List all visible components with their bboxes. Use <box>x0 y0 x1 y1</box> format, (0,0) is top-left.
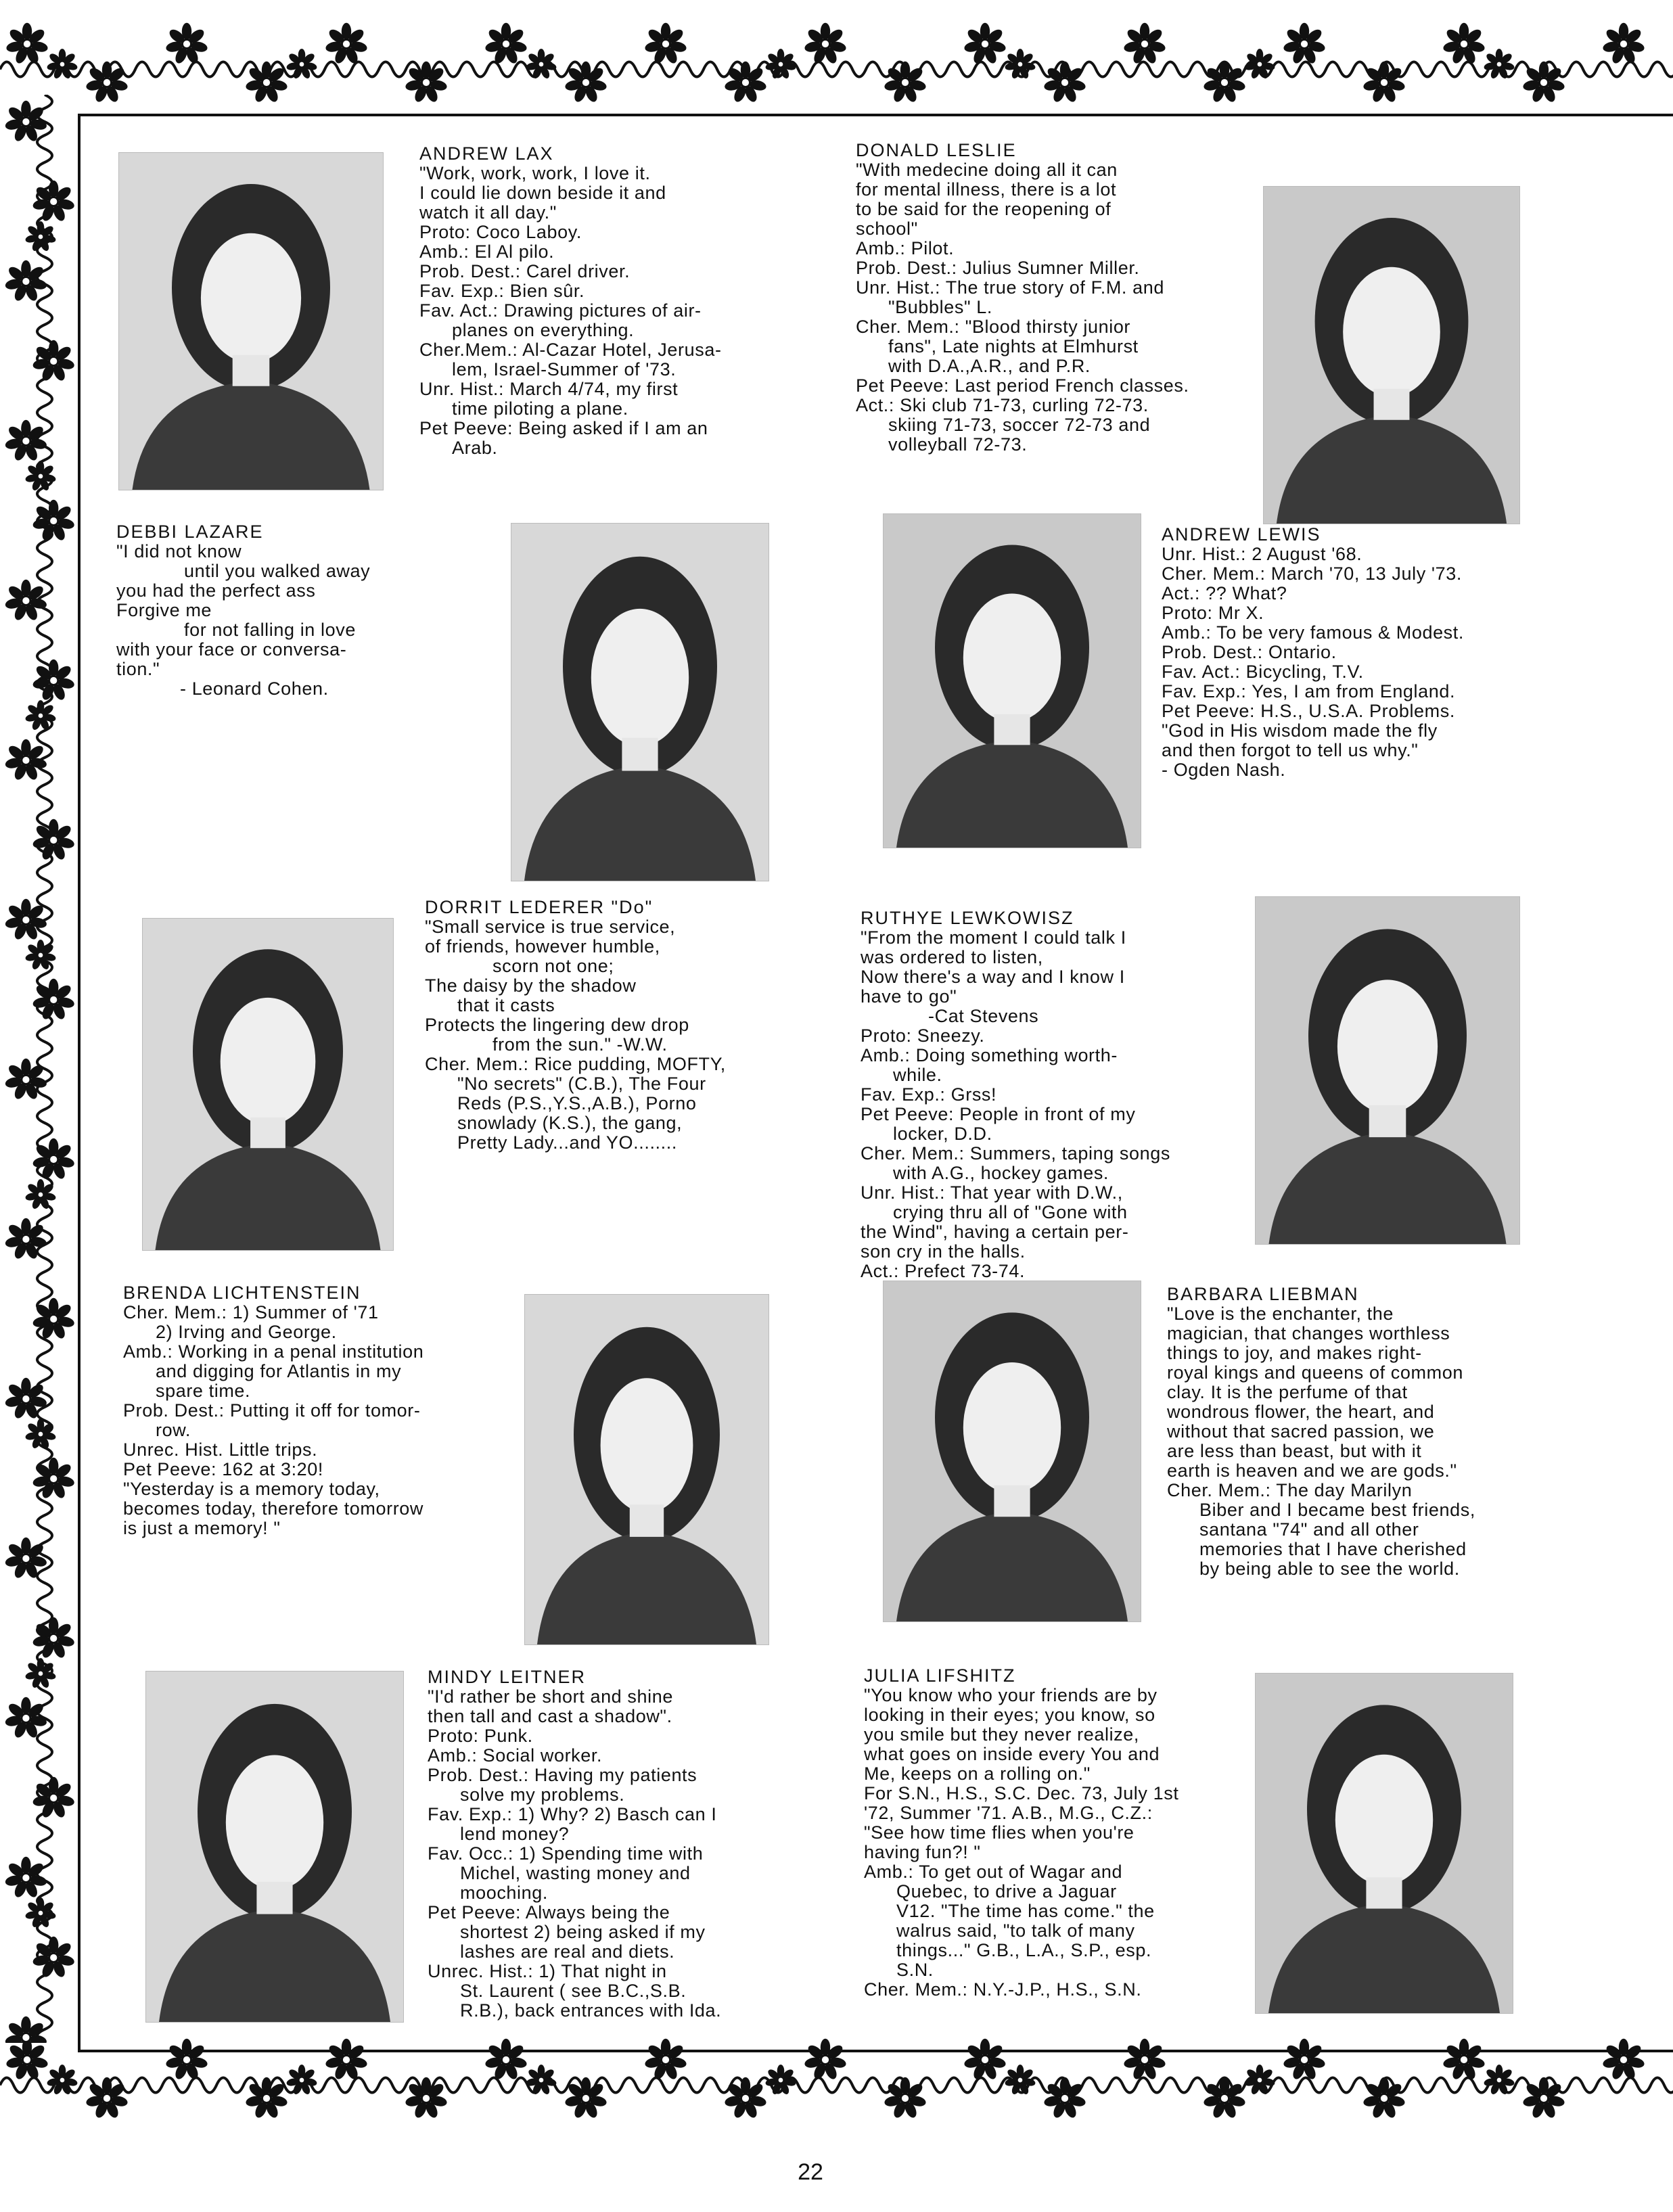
student-name: DONALD LESLIE <box>856 140 1017 160</box>
bio-line: Proto: Coco Laboy. <box>419 222 582 242</box>
daisy-ornament <box>1602 23 1645 65</box>
bio-line: you smile but they never realize, <box>864 1724 1139 1745</box>
bio-line: are less than beast, but with it <box>1167 1441 1422 1461</box>
bio-line: Fav. Exp.: Bien sûr. <box>419 281 585 301</box>
bio-line: Pet Peeve: People in front of my <box>861 1104 1136 1124</box>
portrait-photo-andrew-lewis <box>883 513 1141 848</box>
bio-line: for mental illness, there is a lot <box>856 179 1117 200</box>
student-name: RUTHYE LEWKOWISZ <box>861 908 1074 928</box>
bio-line: Forgive me <box>116 600 212 620</box>
bio-line: "With medecine doing all it can <box>856 160 1118 180</box>
bio-line: Proto: Punk. <box>428 1726 533 1746</box>
daisy-ornament <box>804 23 847 65</box>
bio-line: "No secrets" (C.B.), The Four <box>457 1074 706 1094</box>
bio-line: lashes are real and diets. <box>460 1941 675 1962</box>
bio-line: V12. "The time has come." the <box>896 1901 1155 1921</box>
bio-line: lem, Israel-Summer of '73. <box>452 359 677 379</box>
daisy-ornament <box>564 62 608 103</box>
top-daisy-border <box>0 14 1673 115</box>
daisy-ornament <box>4 580 47 622</box>
bio-line: Pretty Lady...and YO........ <box>457 1132 677 1153</box>
bottom-daisy-border <box>0 2029 1673 2131</box>
daisy-ornament <box>245 2077 288 2119</box>
bio-andrew-lax <box>419 144 798 458</box>
bio-line: Quebec, to drive a Jaguar <box>896 1881 1117 1902</box>
bio-line: with D.A.,A.R., and P.R. <box>888 356 1091 376</box>
bio-line: R.B.), back entrances with Ida. <box>460 2000 722 2021</box>
daisy-ornament <box>564 2077 608 2119</box>
daisy-ornament <box>4 2017 47 2043</box>
bio-line: "Bubbles" L. <box>888 297 992 317</box>
bio-line: "I'd rather be short and shine <box>428 1686 673 1707</box>
bio-line: Cher. Mem.: N.Y.-J.P., H.S., S.N. <box>864 1979 1142 2000</box>
daisy-ornament <box>165 2039 208 2081</box>
bio-line: scorn not one; <box>492 956 614 976</box>
portrait-photo-debbi-lazare <box>511 523 769 881</box>
daisy-ornament <box>1203 2077 1246 2119</box>
portrait-photo-mindy-leitner <box>145 1671 404 2023</box>
student-name: MINDY LEITNER <box>428 1667 587 1687</box>
bio-line: having fun?! " <box>864 1842 981 1862</box>
bio-line: Unrec. Hist. Little trips. <box>123 1439 318 1460</box>
daisy-ornament <box>25 461 57 492</box>
bio-line: Amb.: To be very famous & Modest. <box>1162 622 1464 643</box>
bio-line: fans", Late nights at Elmhurst <box>888 336 1139 356</box>
bio-donald-leslie <box>856 141 1248 455</box>
bio-line: things..." G.B., L.A., S.P., esp. <box>896 1940 1152 1960</box>
bio-line: then tall and cast a shadow". <box>428 1706 672 1726</box>
bio-debbi-lazare <box>116 522 495 699</box>
bio-line: Prob. Dest.: Julius Sumner Miller. <box>856 258 1140 278</box>
bio-barbara-liebman <box>1167 1285 1546 1579</box>
bio-mindy-leitner <box>428 1667 806 2021</box>
portrait-photo-ruthye-lewkowisz <box>1255 896 1520 1245</box>
bio-line: - Ogden Nash. <box>1162 760 1286 780</box>
daisy-ornament <box>32 500 75 542</box>
bio-dorrit-lederer <box>425 898 804 1153</box>
bio-line: Unrec. Hist.: 1) That night in <box>428 1961 667 1981</box>
bio-line: becomes today, therefore tomorrow <box>123 1498 423 1519</box>
daisy-ornament <box>286 2065 318 2096</box>
daisy-ornament <box>1244 49 1276 80</box>
daisy-ornament <box>325 23 368 65</box>
daisy-ornament <box>1043 2077 1086 2119</box>
bio-line: Cher. Mem.: "Blood thirsty junior <box>856 317 1131 337</box>
daisy-ornament <box>1123 2039 1166 2081</box>
bio-line: spare time. <box>156 1381 251 1401</box>
daisy-ornament <box>245 62 288 103</box>
bio-line: For S.N., H.S., S.C. Dec. 73, July 1st <box>864 1783 1179 1803</box>
bio-line: for not falling in love <box>184 620 356 640</box>
bio-line: until you walked away <box>184 561 371 581</box>
bio-line: Prob. Dest.: Putting it off for tomor- <box>123 1400 421 1421</box>
portrait-photo-donald-leslie <box>1263 186 1520 524</box>
bio-line: "See how time flies when you're <box>864 1822 1135 1843</box>
bio-line: "Love is the enchanter, the <box>1167 1304 1394 1324</box>
daisy-ornament <box>1442 2039 1486 2081</box>
bio-line: of friends, however humble, <box>425 936 660 957</box>
bio-line: row. <box>156 1420 191 1440</box>
portrait-photo-brenda-lichtenstein <box>524 1294 769 1645</box>
daisy-ornament <box>32 181 75 223</box>
bio-line: skiing 71-73, soccer 72-73 and <box>888 415 1151 435</box>
portrait-photo-julia-lifshitz <box>1255 1673 1513 2014</box>
bio-line: "Work, work, work, I love it. <box>419 163 651 183</box>
bio-line: "Yesterday is a memory today, <box>123 1479 380 1499</box>
daisy-ornament <box>484 23 528 65</box>
daisy-ornament <box>1602 2039 1645 2081</box>
bio-line: you had the perfect ass <box>116 580 316 601</box>
daisy-ornament <box>5 2039 49 2081</box>
daisy-ornament <box>325 2039 368 2081</box>
daisy-ornament <box>1123 23 1166 65</box>
bio-line: "God in His wisdom made the fly <box>1162 720 1438 741</box>
daisy-ornament <box>4 739 47 781</box>
student-name: BARBARA LIEBMAN <box>1167 1284 1359 1304</box>
bio-line: Prob. Dest.: Carel driver. <box>419 261 631 281</box>
portrait-photo-barbara-liebman <box>883 1281 1141 1622</box>
bio-andrew-lewis <box>1162 525 1540 780</box>
bio-line: the Wind", having a certain per- <box>861 1222 1129 1242</box>
bio-line: Prob. Dest.: Ontario. <box>1162 642 1337 662</box>
bio-line: Fav. Act.: Drawing pictures of air- <box>419 300 702 321</box>
bio-line: santana "74" and all other <box>1199 1519 1419 1540</box>
bio-line: watch it all day." <box>419 202 557 223</box>
frame-line-left <box>78 114 81 2052</box>
daisy-ornament <box>4 1378 47 1420</box>
daisy-ornament <box>963 23 1007 65</box>
daisy-ornament <box>1283 2039 1326 2081</box>
daisy-ornament <box>804 2039 847 2081</box>
bio-line: magician, that changes worthless <box>1167 1323 1450 1343</box>
bio-line: Fav. Exp.: 1) Why? 2) Basch can I <box>428 1804 717 1824</box>
bio-line: with A.G., hockey games. <box>893 1163 1109 1183</box>
daisy-ornament <box>1362 2077 1406 2119</box>
bio-brenda-lichtenstein <box>123 1283 522 1538</box>
bio-line: and then forgot to tell us why." <box>1162 740 1419 760</box>
bio-line: locker, D.D. <box>893 1124 992 1144</box>
bio-line: Now there's a way and I know I <box>861 967 1125 987</box>
daisy-ornament <box>32 660 75 701</box>
bio-line: Act.: Prefect 73-74. <box>861 1261 1026 1281</box>
bio-line: while. <box>893 1065 942 1085</box>
bio-line: volleyball 72-73. <box>888 434 1028 455</box>
bio-line: was ordered to listen, <box>861 947 1043 967</box>
student-name: JULIA LIFSHITZ <box>864 1665 1016 1686</box>
bio-line: Pet Peeve: Last period French classes. <box>856 375 1189 396</box>
bio-line: "I did not know <box>116 541 242 561</box>
bio-line: Act.: ?? What? <box>1162 583 1287 603</box>
bio-line: St. Laurent ( see B.C.,S.B. <box>460 1981 687 2001</box>
bio-line: Pet Peeve: Being asked if I am an <box>419 418 708 438</box>
daisy-ornament <box>165 23 208 65</box>
daisy-ornament <box>1442 23 1486 65</box>
bio-line: without that sacred passion, we <box>1167 1421 1435 1442</box>
bio-line: Prob. Dest.: Having my patients <box>428 1765 697 1785</box>
student-name: ANDREW LAX <box>419 143 554 164</box>
bio-line: Proto: Sneezy. <box>861 1026 985 1046</box>
daisy-ornament <box>1043 62 1086 103</box>
bio-line: "From the moment I could talk I <box>861 927 1126 948</box>
bio-line: Amb.: Pilot. <box>856 238 955 258</box>
bio-line: Pet Peeve: 162 at 3:20! <box>123 1459 324 1479</box>
bio-line: S.N. <box>896 1960 934 1980</box>
bio-line: earth is heaven and we are gods." <box>1167 1460 1457 1481</box>
daisy-ornament <box>1203 62 1246 103</box>
daisy-ornament <box>4 260 47 302</box>
bio-line: Proto: Mr X. <box>1162 603 1264 623</box>
bio-line: Biber and I became best friends, <box>1199 1500 1475 1520</box>
bio-line: royal kings and queens of common <box>1167 1362 1463 1383</box>
bio-line: Cher. Mem.: The day Marilyn <box>1167 1480 1413 1500</box>
bio-line: -Cat Stevens <box>928 1006 1039 1026</box>
bio-line: Unr. Hist.: 2 August '68. <box>1162 544 1362 564</box>
daisy-ornament <box>32 819 75 861</box>
bio-line: Cher. Mem.: Rice pudding, MOFTY, <box>425 1054 726 1074</box>
bio-line: what goes on inside every You and <box>864 1744 1160 1764</box>
daisy-ornament <box>286 49 318 80</box>
bio-line: things to joy, and makes right- <box>1167 1343 1422 1363</box>
bio-line: Fav. Exp.: Yes, I am from England. <box>1162 681 1456 701</box>
daisy-ornament <box>32 1937 75 1979</box>
bio-line: planes on everything. <box>452 320 635 340</box>
bio-line: I could lie down beside it and <box>419 183 666 203</box>
daisy-ornament <box>1283 23 1326 65</box>
bio-line: Pet Peeve: H.S., U.S.A. Problems. <box>1162 701 1455 721</box>
bio-line: Arab. <box>452 438 498 458</box>
bio-line: tion." <box>116 659 160 679</box>
bio-line: is just a memory! " <box>123 1518 281 1538</box>
portrait-photo-dorrit-lederer <box>142 918 394 1251</box>
daisy-ornament <box>644 2039 687 2081</box>
bio-julia-lifshitz <box>864 1666 1243 2000</box>
frame-line-bottom <box>78 2050 1673 2052</box>
bio-line: to be said for the reopening of <box>856 199 1111 219</box>
bio-line: from the sun." -W.W. <box>492 1034 668 1055</box>
bio-line: Cher. Mem.: Summers, taping songs <box>861 1143 1170 1163</box>
daisy-ornament <box>4 1218 47 1260</box>
bio-line: 2) Irving and George. <box>156 1322 337 1342</box>
bio-line: Fav. Occ.: 1) Spending time with <box>428 1843 704 1864</box>
bio-line: Cher.Mem.: Al-Cazar Hotel, Jerusa- <box>419 340 722 360</box>
left-daisy-border <box>0 95 81 2043</box>
portrait-photo-andrew-lax <box>118 152 384 490</box>
bio-line: solve my problems. <box>460 1784 625 1805</box>
bio-line: by being able to see the world. <box>1199 1559 1460 1579</box>
student-name: DORRIT LEDERER "Do" <box>425 897 654 917</box>
bio-line: Protects the lingering dew drop <box>425 1015 689 1035</box>
bio-line: that it casts <box>457 995 555 1015</box>
daisy-ornament <box>32 340 75 382</box>
bio-line: Fav. Act.: Bicycling, T.V. <box>1162 662 1364 682</box>
student-name: ANDREW LEWIS <box>1162 524 1321 545</box>
bio-line: mooching. <box>460 1883 548 1903</box>
bio-line: memories that I have cherished <box>1199 1539 1467 1559</box>
daisy-ornament <box>1244 2065 1276 2096</box>
bio-line: Amb.: Working in a penal institution <box>123 1341 424 1362</box>
page-number: 22 <box>798 2159 823 2185</box>
bio-line: shortest 2) being asked if my <box>460 1922 706 1942</box>
bio-line: Unr. Hist.: That year with D.W., <box>861 1182 1123 1203</box>
bio-line: Michel, wasting money and <box>460 1863 691 1883</box>
bio-line: Amb.: El Al pilo. <box>419 241 555 262</box>
bio-line: Cher. Mem.: March '70, 13 July '73. <box>1162 563 1462 584</box>
bio-line: wondrous flower, the heart, and <box>1167 1402 1435 1422</box>
bio-line: Unr. Hist.: March 4/74, my first <box>419 379 679 399</box>
student-name: DEBBI LAZARE <box>116 522 264 542</box>
bio-line: Pet Peeve: Always being the <box>428 1902 670 1922</box>
daisy-ornament <box>32 1777 75 1819</box>
bio-line: looking in their eyes; you know, so <box>864 1705 1155 1725</box>
daisy-ornament <box>25 1658 57 1689</box>
daisy-ornament <box>4 1857 47 1899</box>
bio-line: The daisy by the shadow <box>425 975 637 996</box>
daisy-ornament <box>405 62 448 103</box>
bio-line: lend money? <box>460 1824 570 1844</box>
bio-line: have to go" <box>861 986 957 1007</box>
bio-line: Act.: Ski club 71-73, curling 72-73. <box>856 395 1149 415</box>
daisy-ornament <box>4 420 47 462</box>
bio-line: and digging for Atlantis in my <box>156 1361 402 1381</box>
bio-line: Amb.: Social worker. <box>428 1745 603 1766</box>
bio-line: Cher. Mem.: 1) Summer of '71 <box>123 1302 379 1322</box>
frame-line-top <box>78 114 1673 116</box>
bio-line: - Leonard Cohen. <box>180 678 329 699</box>
bio-ruthye-lewkowisz <box>861 908 1239 1281</box>
daisy-ornament <box>644 23 687 65</box>
bio-line: Unr. Hist.: The true story of F.M. and <box>856 277 1164 298</box>
daisy-ornament <box>25 221 57 252</box>
bio-line: walrus said, "to talk of many <box>896 1920 1135 1941</box>
daisy-ornament <box>1362 62 1406 103</box>
daisy-ornament <box>963 2039 1007 2081</box>
bio-line: Fav. Exp.: Grss! <box>861 1084 997 1105</box>
bio-line: Me, keeps on a rolling on." <box>864 1764 1091 1784</box>
bio-line: Amb.: To get out of Wagar and <box>864 1862 1123 1882</box>
bio-line: crying thru all of "Gone with <box>893 1202 1128 1222</box>
student-name: BRENDA LICHTENSTEIN <box>123 1283 361 1303</box>
bio-line: with your face or conversa- <box>116 639 347 660</box>
bio-line: snowlady (K.S.), the gang, <box>457 1113 683 1133</box>
daisy-ornament <box>405 2077 448 2119</box>
bio-line: son cry in the halls. <box>861 1241 1026 1262</box>
bio-line: Reds (P.S.,Y.S.,A.B.), Porno <box>457 1093 697 1113</box>
bio-line: time piloting a plane. <box>452 398 628 419</box>
bio-line: '72, Summer '71. A.B., M.G., C.Z.: <box>864 1803 1153 1823</box>
bio-line: school" <box>856 218 918 239</box>
daisy-ornament <box>484 2039 528 2081</box>
bio-line: "Small service is true service, <box>425 917 676 937</box>
bio-line: clay. It is the perfume of that <box>1167 1382 1408 1402</box>
bio-line: "You know who your friends are by <box>864 1685 1158 1705</box>
bio-line: Amb.: Doing something worth- <box>861 1045 1118 1065</box>
daisy-ornament <box>5 23 49 65</box>
